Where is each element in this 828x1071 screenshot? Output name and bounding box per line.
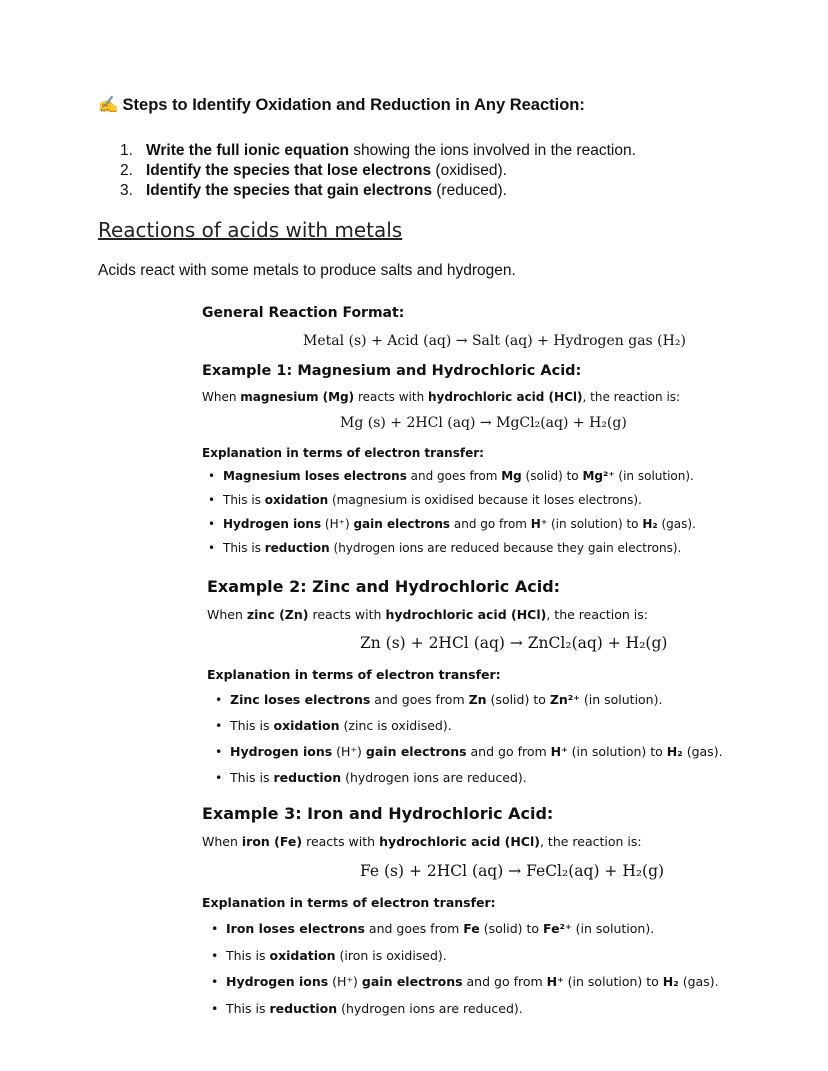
list-item: • This is reduction (hydrogen ions are reduced because they gain electrons). <box>223 541 681 555</box>
explanation-title: Explanation in terms of electron transfer: <box>202 446 484 460</box>
explanation-title: Explanation in terms of electron transfer: <box>202 895 496 910</box>
step-item: 1. Write the full ionic equation showing the ions involved in the reaction. <box>120 142 636 159</box>
list-item: • This is reduction (hydrogen ions are reduced). <box>230 770 527 785</box>
example-equation: Fe (s) + 2HCl (aq) → FeCl₂(aq) + H₂(g) <box>360 862 665 880</box>
example-title: Example 3: Iron and Hydrochloric Acid: <box>202 804 554 823</box>
list-item: • Hydrogen ions (H⁺) gain electrons and go from H⁺ (in solution) to H₂ (gas). <box>223 517 696 531</box>
example-equation: Mg (s) + 2HCl (aq) → MgCl₂(aq) + H₂(g) <box>340 415 627 431</box>
step-item: 3. Identify the species that gain electrons (reduced). <box>120 182 507 199</box>
list-item: • Hydrogen ions (H⁺) gain electrons and go from H⁺ (in solution) to H₂ (gas). <box>230 744 723 759</box>
section-title: Reactions of acids with metals <box>98 218 403 242</box>
steps-heading <box>98 96 585 115</box>
list-item: • Hydrogen ions (H⁺) gain electrons and go from H⁺ (in solution) to H₂ (gas). <box>226 974 719 989</box>
list-item: • This is oxidation (zinc is oxidised). <box>230 718 452 733</box>
general-format-title: General Reaction Format: <box>202 305 405 321</box>
steps-heading-text: Steps to Identify Oxidation and Reduction in Any Reaction: <box>122 96 585 114</box>
intro-text: Acids react with some metals to produce salts and hydrogen. <box>98 262 516 279</box>
example-intro: When magnesium (Mg) reacts with hydrochloric acid (HCl), the reaction is: <box>202 390 681 404</box>
example-intro: When zinc (Zn) reacts with hydrochloric acid (HCl), the reaction is: <box>207 607 648 622</box>
general-equation: Metal (s) + Acid (aq) → Salt (aq) + Hydrogen gas (H₂) <box>303 333 686 349</box>
list-item: • Magnesium loses electrons and goes from Mg (solid) to Mg²⁺ (in solution). <box>223 469 694 483</box>
writing-hand-icon: ✍ <box>98 96 119 114</box>
explanation-title: Explanation in terms of electron transfer: <box>207 667 501 682</box>
step-item: 2. Identify the species that lose electrons (oxidised). <box>120 162 507 179</box>
list-item: • This is reduction (hydrogen ions are reduced). <box>226 1001 523 1016</box>
example-title: Example 1: Magnesium and Hydrochloric Acid: <box>202 363 582 379</box>
example-equation: Zn (s) + 2HCl (aq) → ZnCl₂(aq) + H₂(g) <box>360 634 668 652</box>
list-item: • Iron loses electrons and goes from Fe (solid) to Fe²⁺ (in solution). <box>226 921 654 936</box>
list-item: • This is oxidation (magnesium is oxidised because it loses electrons). <box>223 493 642 507</box>
example-title: Example 2: Zinc and Hydrochloric Acid: <box>207 577 561 596</box>
list-item: • Zinc loses electrons and goes from Zn (solid) to Zn²⁺ (in solution). <box>230 692 662 707</box>
example-intro: When iron (Fe) reacts with hydrochloric acid (HCl), the reaction is: <box>202 834 642 849</box>
list-item: • This is oxidation (iron is oxidised). <box>226 948 447 963</box>
